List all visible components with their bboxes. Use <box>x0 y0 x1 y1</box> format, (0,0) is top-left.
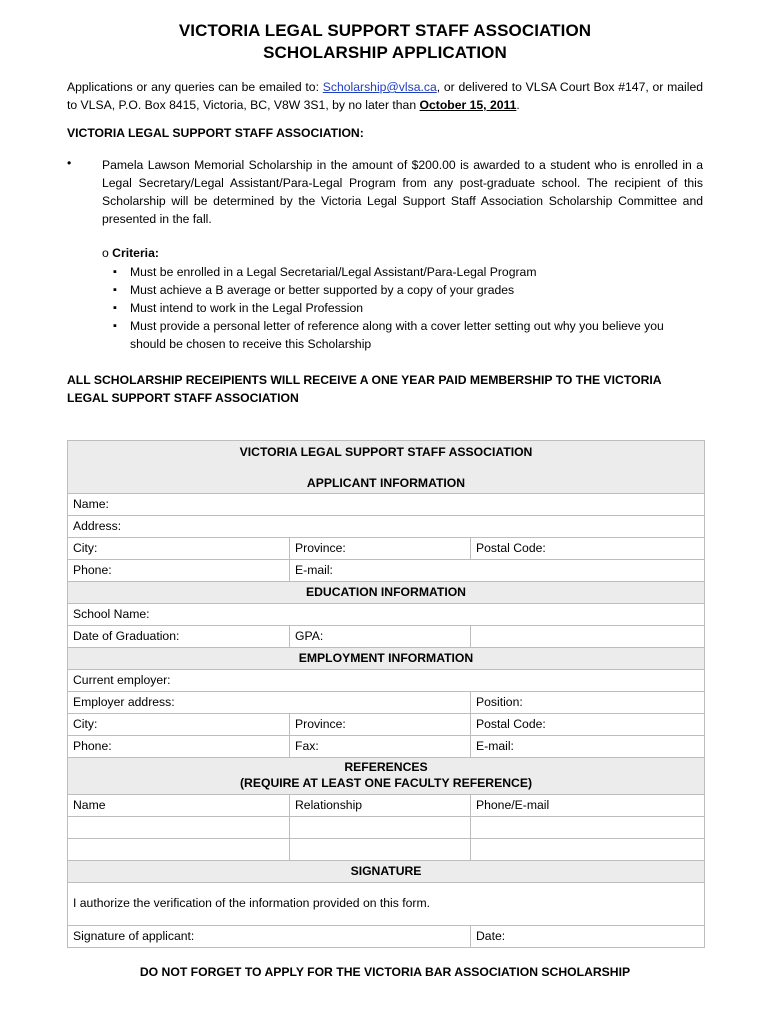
reference-name-cell[interactable] <box>68 817 289 838</box>
address-field-label: Address: <box>73 519 122 533</box>
form-org-title: VICTORIA LEGAL SUPPORT STAFF ASSOCIATION <box>239 445 533 459</box>
form-header-row <box>68 441 704 493</box>
ref-column-relationship: Relationship <box>289 795 470 816</box>
reference-row <box>68 838 704 860</box>
employer-city-field[interactable]: City: <box>73 717 98 731</box>
phone-row <box>68 559 704 581</box>
province-field[interactable]: Province: <box>289 538 470 559</box>
city-field[interactable]: City: <box>73 541 98 555</box>
education-section-title: EDUCATION INFORMATION <box>305 585 466 599</box>
gpa-field[interactable]: GPA: <box>289 626 470 647</box>
reference-contact-cell[interactable] <box>470 817 704 838</box>
references-section-title: REFERENCES <box>344 760 428 774</box>
education-header-row <box>68 581 704 603</box>
position-field[interactable]: Position: <box>470 692 704 713</box>
employer-phone-field[interactable]: Phone: <box>73 739 112 753</box>
reference-relationship-cell[interactable] <box>289 817 470 838</box>
employer-province-field[interactable]: Province: <box>289 714 470 735</box>
current-employer-field: Current employer: <box>73 673 171 687</box>
blank-cell[interactable] <box>470 626 704 647</box>
references-columns-row <box>68 794 704 816</box>
signature-field[interactable]: Signature of applicant: <box>73 929 195 943</box>
intro-text-middle: , or delivered to VLSA Court Box #147, or mailed to VLSA, P.O. Box 8415, Victoria, BC, V8W 3S1, by no later than <box>67 80 704 112</box>
scholarship-email-link[interactable]: Scholarship@vlsa.ca <box>322 80 437 94</box>
scholarship-description: Pamela Lawson Memorial Scholarship in the amount of $200.00 is awarded to a student who is enrolled in a Legal Secretary/Legal Assistant/Para-Legal Program from any post-graduate school. The recipient of this Scholarship will be determined by the Victoria Legal Support Staff Association Scholarship Committee and presented in the fall. <box>102 158 703 226</box>
employment-section-title: EMPLOYMENT INFORMATION <box>298 651 474 665</box>
employer-address-field[interactable]: Employer address: <box>73 695 175 709</box>
email-field[interactable]: E-mail: <box>289 560 703 581</box>
signature-row <box>68 925 704 947</box>
criteria-marker: o <box>102 246 109 260</box>
ref-column-name: Name <box>73 798 106 812</box>
phone-field[interactable]: Phone: <box>73 563 112 577</box>
signature-header-row <box>68 860 704 882</box>
school-name-field: School Name: <box>73 607 150 621</box>
reference-row <box>68 816 704 838</box>
authorization-row <box>68 882 704 925</box>
criteria-list <box>113 263 703 353</box>
intro-paragraph <box>67 78 703 114</box>
deadline-date: October 15, 2011 <box>419 98 517 112</box>
graduation-row <box>68 625 704 647</box>
references-header-row <box>68 757 704 794</box>
intro-text: Applications or any queries can be emailed to: <box>67 80 323 94</box>
employment-header-row <box>68 647 704 669</box>
name-field-label: Name: <box>73 497 109 511</box>
bullet-marker: • <box>67 156 72 170</box>
criteria-item: ▪ Must achieve a B average or better supported by a copy of your grades <box>113 281 703 299</box>
reference-contact-cell[interactable] <box>470 839 704 860</box>
employer-row[interactable] <box>68 669 704 691</box>
city-row <box>68 537 704 559</box>
employer-city-row <box>68 713 704 735</box>
applicant-section-title: APPLICANT INFORMATION <box>306 476 466 490</box>
criteria-item: ▪ Must provide a personal letter of reference along with a cover letter setting out why you believe you should be chosen to receive this Scholarship <box>113 317 703 353</box>
employer-fax-field[interactable]: Fax: <box>289 736 470 757</box>
section-heading: VICTORIA LEGAL SUPPORT STAFF ASSOCIATION: <box>67 126 364 140</box>
criteria-item: ▪ Must intend to work in the Legal Profession <box>113 299 703 317</box>
document-subtitle: SCHOLARSHIP APPLICATION <box>263 43 507 62</box>
membership-note: ALL SCHOLARSHIP RECEIPIENTS WILL RECEIVE A ONE YEAR PAID MEMBERSHIP TO THE VICTORIA LEGAL SUPPORT STAFF ASSOCIATION <box>67 373 662 405</box>
signature-section-title: SIGNATURE <box>350 864 422 878</box>
postal-code-field[interactable]: Postal Code: <box>470 538 704 559</box>
criteria-label: Criteria: <box>112 246 159 260</box>
authorization-text: I authorize the verification of the information provided on this form. <box>73 896 431 910</box>
name-row[interactable] <box>68 493 704 515</box>
address-row[interactable] <box>68 515 704 537</box>
employer-email-field[interactable]: E-mail: <box>470 736 704 757</box>
reference-relationship-cell[interactable] <box>289 839 470 860</box>
employer-postal-field[interactable]: Postal Code: <box>470 714 704 735</box>
application-form-table <box>67 440 705 948</box>
references-section-subtitle: (REQUIRE AT LEAST ONE FACULTY REFERENCE) <box>239 776 533 790</box>
reference-name-cell[interactable] <box>68 839 289 860</box>
ref-column-contact: Phone/E-mail <box>470 795 704 816</box>
intro-text-end: . <box>516 98 520 112</box>
school-row[interactable] <box>68 603 704 625</box>
graduation-date-field[interactable]: Date of Graduation: <box>73 629 180 643</box>
employer-address-row <box>68 691 704 713</box>
document-title: VICTORIA LEGAL SUPPORT STAFF ASSOCIATION <box>178 21 592 40</box>
criteria-item: ▪ Must be enrolled in a Legal Secretarial/Legal Assistant/Para-Legal Program <box>113 263 703 281</box>
criteria-heading <box>102 246 159 260</box>
footer-note: DO NOT FORGET TO APPLY FOR THE VICTORIA BAR ASSOCIATION SCHOLARSHIP <box>139 965 631 979</box>
employer-phone-row <box>68 735 704 757</box>
date-field[interactable]: Date: <box>470 926 704 947</box>
